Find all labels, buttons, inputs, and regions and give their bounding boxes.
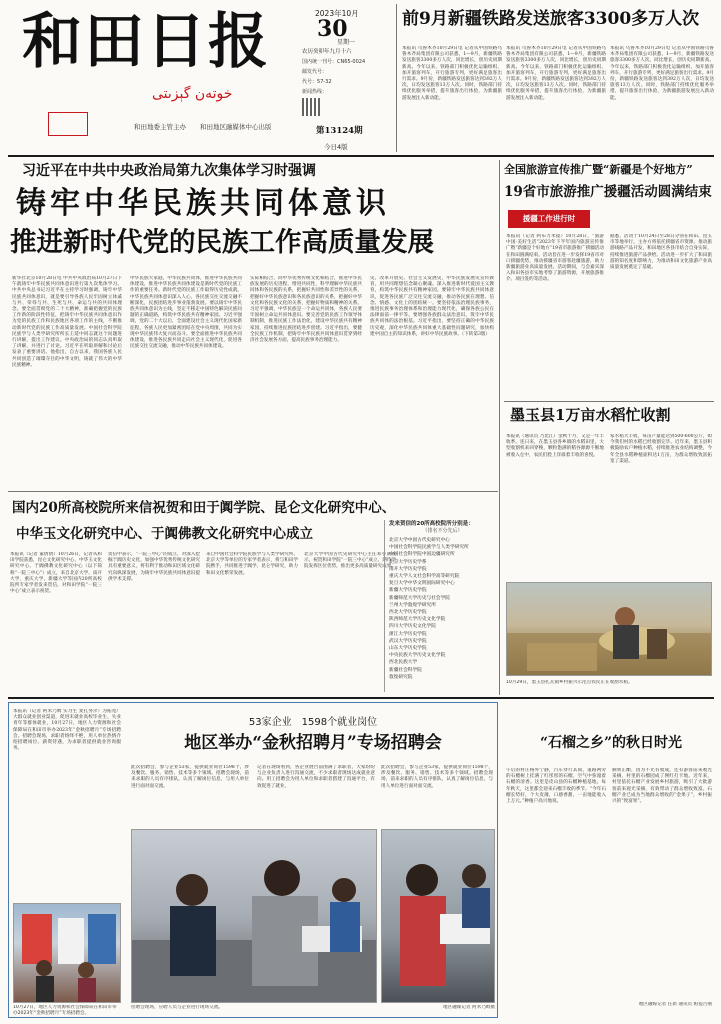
rice-story bbox=[504, 404, 714, 694]
culture-headline-1: 国内20所高校院所来信祝贺和田于阗学院、昆仑文化研究中心、 bbox=[12, 500, 396, 516]
tourism-headline-2: 19省市旅游推广援疆活动圆满结束 bbox=[504, 184, 712, 200]
congrats-item: 新疆师范大学历史与社会学院 bbox=[389, 595, 450, 601]
rice-photo-svg bbox=[507, 583, 712, 676]
congrats-item: 复旦大学中华文明国际研究中心 bbox=[389, 581, 455, 587]
cn-label: 国内统一刊号： bbox=[302, 59, 338, 65]
jobs-col-1: 此次招聘会，参与企业53家，提供就业岗位1598个，涉及餐饮、服务、销售、技术等多个领域。招聘会现场，前来求职的人员有序排队，认真了解岗位信息，与用人单位进行面对面交流。 bbox=[131, 765, 249, 789]
congrats-item: 兰州大学敦煌学研究所 bbox=[389, 602, 436, 608]
issue-number: 第13124期 bbox=[316, 126, 363, 136]
rail-col-2: 本报讯 乌鲁木齐10月29日电 记者从中国铁路乌鲁木齐局集团有限公司获悉，1—9月，新疆铁路发送旅客3300多万人次，同比增长，创历史同期新高。今年以来，铁路部门积极优化运输组织，加开旅客列车，开行旅游专列，更好满足旅客出行需求。9月份，新疆铁路发送旅客达到392万人次，日均发送旅客13万人次。同时，铁路部门持续优化服务举措，提升旅客出行体验，为新疆旅游发展注入新动能。 bbox=[506, 46, 606, 101]
congrats-item: 中央民族大学历史文化学院 bbox=[389, 653, 446, 659]
jobs-caption-middle: 招聘会现场，应聘人员与企业进行现场交流。 bbox=[131, 1005, 223, 1010]
date-year-month: 2023年10月 bbox=[315, 9, 359, 18]
lead-right-vrule bbox=[499, 160, 500, 695]
lead-kicker: 习近平在中共中央政治局第九次集体学习时强调 bbox=[22, 163, 316, 179]
dai-label: 代号： bbox=[302, 79, 318, 85]
rail-headline: 前9月新疆铁路发送旅客3300多万人次 bbox=[402, 9, 700, 29]
stone-col-1: 午后的村庄格外宁静，汽车穿行其间，道路两旁的石榴树上挂满了红彤彤的石榴，空气中弥漫着石榴的清香。这里是皮山县的石榴种植基地，每年秋天，这里都会迎来石榴丰收的季节。“今年石榴长势好，个大皮薄，口感香甜，一亩地能收入上万元。”种植户高兴地说。 bbox=[506, 768, 606, 805]
jobs-kicker: 53家企业 1598个就业岗位 bbox=[248, 717, 378, 728]
congrats-item: 陕西师范大学历史文化学院 bbox=[389, 617, 446, 623]
congrats-item: 中国社会科学院民族学与人类学研究所 bbox=[389, 545, 469, 551]
congrats-item: 武汉大学历史学院 bbox=[389, 638, 427, 644]
congrats-item: 新疆社会科学院 bbox=[389, 667, 422, 673]
stone-byline: 地区融媒记者 任新 通讯员 帕提古丽 bbox=[638, 1002, 712, 1007]
tourism-col-2: 据悉，活动于10月24日至28日分别在和田、昆玉市等地举行，主办方将依托援疆省市资源，推动旅游线路产品开发，和田地区各县市结合自身实际，持续推进旅游产品供给。活动进一步扩大了和田旅游的知名度和影响力，为推动和田文化旅游产业高质量发展奠定了基础。 bbox=[610, 234, 712, 271]
rail-story bbox=[402, 4, 714, 154]
dai-value: 57-32 bbox=[317, 79, 332, 85]
congrats-item: 北京大学中国古代史研究中心 bbox=[389, 538, 450, 543]
pages-today: 今日4版 bbox=[324, 143, 348, 151]
tourism-story bbox=[504, 160, 714, 400]
stone-story bbox=[504, 702, 714, 1018]
congrats-item: 中国社会科学院中国边疆研究所 bbox=[389, 552, 455, 558]
jobs-col-3: 此次招聘会，参与企业53家，提供就业岗位1598个，涉及餐饮、服务、销售、技术等多个领域。招聘会现场，前来求职的人员有序排队，认真了解岗位信息，与用人单位进行面对面交流。 bbox=[381, 765, 493, 789]
rail-col-3: 本报讯 乌鲁木齐10月29日电 记者从中国铁路乌鲁木齐局集团有限公司获悉，1—9月，新疆铁路发送旅客3300多万人次，同比增长，创历史同期新高。今年以来，铁路部门积极优化运输组织，加开旅客列车，开行旅游专列，更好满足旅客出行需求。9月份，新疆铁路发送旅客达到392万人次，日均发送旅客13万人次。同时，铁路部门持续优化服务举措，提升旅客出行体验，为新疆旅游发展注入新动能。 bbox=[610, 46, 714, 101]
lead-headline-2: 推进新时代党的民族工作高质量发展 bbox=[10, 227, 434, 258]
congrats-item: 四川大学历史文化学院 bbox=[389, 624, 436, 630]
congrats-item: 敦煌研究院 bbox=[389, 674, 413, 680]
congrats-box bbox=[384, 520, 496, 692]
jobs-photo-left bbox=[13, 903, 121, 1003]
extra-line-2: 新闻热线： bbox=[302, 89, 328, 95]
cn-value: CN65-0024 bbox=[337, 59, 366, 65]
tourism-badge bbox=[508, 210, 590, 228]
masthead-bottom-rule bbox=[8, 155, 714, 157]
jobs-photo-middle-svg bbox=[132, 830, 377, 1003]
congrats-item: 山东大学历史学院 bbox=[389, 646, 427, 652]
masthead-sub-right: 和田地区融媒体中心出版 bbox=[200, 123, 272, 131]
rice-photo bbox=[506, 582, 712, 676]
lead-headline-1: 铸牢中华民族共同体意识 bbox=[16, 186, 390, 221]
congrats-item: 西北大学历史学院 bbox=[389, 610, 427, 616]
dai-number bbox=[302, 78, 332, 85]
congrats-item: 西北民族大学 bbox=[389, 660, 418, 666]
rice-col-1: 本报讯（通讯员 乃比江）金秋十月，又是一年丰收季。连日来，在墨玉县各乡镇的水稻田里，大型收割机来回穿梭，颗粒饱满的稻谷源源不断地被收入仓中，农民们脸上洋溢着丰收的喜悦。 bbox=[506, 434, 604, 458]
rice-col-2: 家水稻大丰收，每亩产量能达到500-600公斤，如今我们村的水稻已经收割完毕。近年来，墨玉县积极鼓励农户种植水稻，持续推进农业结构调整，今年全县水稻种植面积达1万亩，为群众增收致富拓宽了渠道。 bbox=[610, 434, 712, 464]
jobs-story bbox=[8, 702, 498, 1018]
jobs-photo-right-svg bbox=[382, 830, 495, 1003]
lunar-date: 农历癸卯年九月十六 bbox=[302, 49, 352, 55]
congrats-item: 浙江大学历史学院 bbox=[389, 631, 427, 637]
lead-col-4: 史、改革开放史、社会主义发展史、中华民族发展史宣传教育，用共同理想信念凝心聚魂。深入推进新时代爱国主义教育，构筑中华民族共有精神家园。要铸牢中华民族共同体意识，促进各民族广泛交往交流交融，推动各民族在理想、信念、情感、文化上的团结统一。要坚持依法治理民族事务，推进民族事务治理体系和治理能力现代化，确保各族公民在法律面前一律平等。要增强各族群众法治意识，筑牢中华民族共同体的法治根基。习近平指出，要坚持正确的中华民族历史观，深化中华民族共同体重大基础性问题研究，加快构建中国自主的知识体系，讲好中华民族故事。（下转第3版） bbox=[370, 276, 494, 337]
culture-col-4: 北京大学中国古代史研究中心主任邓小南表示，祝贺和田学院“一院三中心”成立，期待学院发挥区位优势，推出更多高质量研究成果。 bbox=[304, 552, 396, 570]
lead-bottom-rule bbox=[8, 491, 498, 492]
stone-col-2: 摘果正酣，因为不光有收成，还有游客前来观光采摘，村里的石榴园成了网红打卡地。近年来，村里依托石榴产业发展乡村旅游，吸引了大批游客前来观光采摘，有效带动了群众增收致富。石榴产业已成为当地群众增收的“金果子”，乡村振兴的“致富果”。 bbox=[612, 768, 712, 805]
congrats-item: 重庆大学人文社会科学高等研究院 bbox=[389, 574, 460, 580]
masthead bbox=[12, 4, 397, 152]
jobs-credit: 地区融媒记者 阿米乃姆摄 bbox=[443, 1005, 495, 1010]
jobs-photo-middle bbox=[131, 829, 377, 1003]
masthead-vrule bbox=[396, 4, 397, 152]
masthead-uyghur: خوتەن گېزىتى bbox=[152, 86, 233, 102]
rice-caption: 10月29日，墨玉县扎瓦镇乡村振兴示范点农民正在收割水稻。 bbox=[506, 680, 633, 685]
qr-code bbox=[302, 98, 320, 116]
tourism-headline-1: 全国旅游宣传推广暨“新疆是个好地方” bbox=[504, 163, 693, 176]
culture-col-2: 贺信中表示，“一院三中心”的成立，对深入挖掘于阗历史文化，加强中华优秀传统文化研究具有重要意义，将有利于推动和田区域文化研究向纵深发展，为铸牢中华民族共同体意识提供学术支撑。 bbox=[108, 552, 200, 582]
tourism-col-1: 本报讯（记者 阿布力米提）10月28日，“旅游中国·美好生活”2023年下半年国内旅游宣传推广暨“新疆是个好地方”19省市旅游推广援疆活动在和田圆满结束。活动旨在进一步发挥19省市对口援疆优势，推动援疆省市游客赴疆旅游，助力新疆旅游业高质量发展。活动期间，与会嘉宾深入和田各县市实地考察了旅游资源，开展旅游推介、项目签约等活动。 bbox=[506, 234, 604, 283]
jobs-col-2: 记者在现场看到，各企业展台前围满了求职者，大家纷纷与企业负责人进行沟通交流，不少求职者现场达成就业意向。用工招聘会为用人单位和求职者搭建了沟通平台，有效促进了就业。 bbox=[257, 765, 375, 789]
rail-col-1: 本报讯 乌鲁木齐10月29日电 记者从中国铁路乌鲁木齐局集团有限公司获悉，1—9月，新疆铁路发送旅客3300多万人次，同比增长，创历史同期新高。今年以来，铁路部门积极优化运输组织，加开旅客列车，开行旅游专列，更好满足旅客出行需求。9月份，新疆铁路发送旅客达到392万人次，日均发送旅客13万人次。同时，铁路部门持续优化服务举措，提升旅客出行体验，为新疆旅游发展注入新动能。 bbox=[402, 46, 502, 101]
lead-story bbox=[8, 160, 496, 490]
date-day: 30 bbox=[317, 17, 348, 41]
weekday: 星期一 bbox=[337, 39, 356, 46]
stone-headline: “石榴之乡”的秋日时光 bbox=[539, 735, 683, 751]
masthead-title: 和田日报 bbox=[22, 8, 270, 76]
jobs-photo-right bbox=[381, 829, 495, 1003]
congrats-item: 南开大学历史学院 bbox=[389, 566, 427, 572]
jobs-headline: 地区举办“金秋招聘月”专场招聘会 bbox=[184, 733, 442, 753]
jobs-sidebar-text: 本报讯（记者 阿米乃姆 实习生 麦孔努尔）为拓宽广大群众就业创业渠道，促进未就业高校毕业生、失业青年等群体就业，10月27日，地区人力资源和社会保障局在和田市举办2023年“金秋招聘月”专场招聘会。招聘会现场，求职者络绎不绝，用人单位热情介绍招聘岗位、薪资待遇，为求职者提供就业咨询服务。 bbox=[13, 709, 121, 752]
culture-col-1: 本报讯（记者 董倩倩）10月26日，记者从和田学院获悉，昆仑文化研究中心、中华玉文化研究中心、于阗佛教文化研究中心（以下简称“一院三中心”）成立，来自北京大学、南开大学、重庆大学、新疆大学等国内20所高校院所专家学者发来贺信，对和田学院“一院三中心”成立表示祝贺。 bbox=[10, 552, 102, 595]
congrats-list bbox=[389, 537, 496, 681]
congrats-item: 北京大学历史学系 bbox=[389, 559, 427, 565]
congrats-title: 发来贺信的20所高校院所分别是： bbox=[389, 521, 474, 527]
masthead-logo-mark bbox=[48, 112, 88, 136]
lead-col-3: 实际相结合，同中华优秀传统文化相结合，推进中华民族发展的历史进程，增进共同性，科学理解中华民族共同体和各民族的关系，把握好共同性和差异性的关系，把握好中华民族意识和各民族意识的关系，把握好中华文化和各民族文化的关系，把握好物质和精神的关系。习近平强调，中华民族是一个命运共同体，各族人民要牢固树立命运共同体意识。要完善党的民族工作领导体制机制，推进民族工作法治化，建设中华民族共有精神家园，持续推进民族团结进步创建。习近平指出，要健全民族工作机制，把铸牢中华民族共同体意识贯穿到经济社会发展各方面，提高民族事务治理能力。 bbox=[250, 276, 362, 344]
tourism-badge-label: 援疆工作进行时 bbox=[522, 214, 576, 223]
cn-number bbox=[302, 58, 365, 65]
lead-col-1: 新华社北京10月28日电 中共中央政治局10月27日下午就铸牢中华民族共同体意识进行第九次集体学习。中共中央总书记习近平在主持学习时强调，铸牢中华民族共同体意识，就是要引导各族人民牢固树立休戚与共、荣辱与共、生死与共、命运与共的共同体理念。要全面贯彻党的二十大精神，准确把握党的民族工作新的阶段性特征，把铸牢中华民族共同体意识作为党的民族工作和民族地区各项工作的主线，不断推动新时代党的民族工作高质量发展。中国社会科学院民族学与人类学研究所所长王延中同志就这个问题进行讲解，提出工作建议。中央政治局的同志认真听取了讲解，并进行了讨论。习近平在听取讲解和讨论后发表了重要讲话。他指出，自古以来，我国各族人民共同创造了璀璨夺目的中华文明，铸就了伟大的中华民族精神。 bbox=[12, 276, 122, 368]
culture-headline-2: 中华玉文化研究中心、于阗佛教文化研究中心成立 bbox=[16, 526, 313, 542]
congrats-note: （排名不分先后） bbox=[422, 528, 463, 534]
jobs-caption-left: 10月27日，地区人力资源和社会保障局在和田市举办2023年“金秋招聘月”专场招聘会。 bbox=[13, 1005, 117, 1016]
rice-headline: 墨玉县1万亩水稻忙收割 bbox=[510, 406, 671, 424]
tourism-bottom-rule bbox=[504, 401, 714, 402]
masthead-sub-left: 和田地委主管主办 bbox=[134, 123, 186, 131]
extra-line-1: 邮发代号： bbox=[302, 69, 328, 75]
congrats-item: 新疆大学历史学院 bbox=[389, 588, 427, 594]
lead-col-2: 中华民族大家庭。中华民族共同体，推进中华民族共同体建设，推进中华民族共同体建设是新时代党的民族工作的重要任务。新时代党的民族工作取得历史性成就，中华民族共同体意识深入人心，各民族交往交流交融不断深化，民族团结进步事业蓬勃发展。要以铸牢中华民族共同体意识为主线，坚定不移走中国特色解决民族问题的正确道路，构筑中华民族共有精神家园。习近平强调，党的二十大以后，全面建设社会主义现代化国家新征程，各族人民更加紧密团结在党中央周围，共同为实现中华民族伟大复兴而奋斗。要全面推进中华民族共同体建设，推进各民族共同走向社会主义现代化，促进各民族交往交流交融，推动中华民族共同体建设。 bbox=[130, 276, 242, 350]
jobs-photo-left-svg bbox=[14, 904, 121, 1003]
lower-section-rule bbox=[8, 697, 714, 699]
culture-col-3: 来自中国社会科学院民族学与人类学研究所、北京大学等单位的专家学者表示，将与和田学院携手，共同推进于阗学、昆仑学研究，助力和田文化繁荣发展。 bbox=[206, 552, 298, 576]
